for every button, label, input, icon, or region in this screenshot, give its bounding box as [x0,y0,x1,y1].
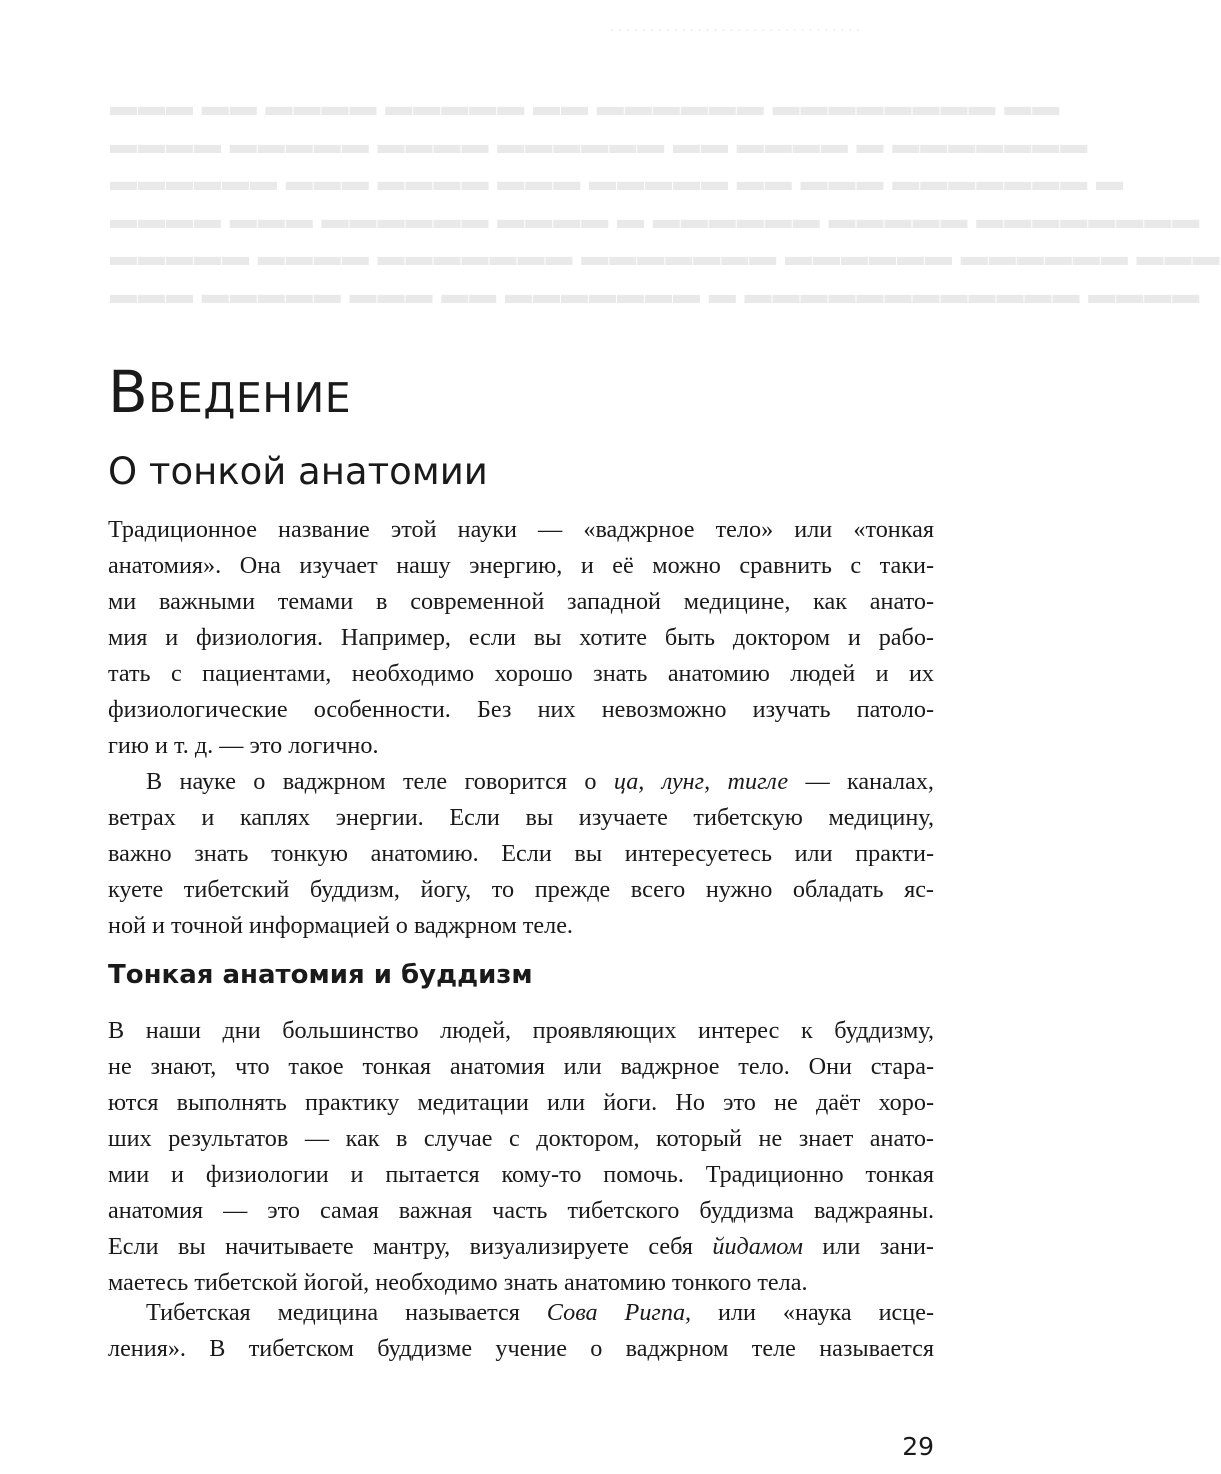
subsection-title: Тонкая анатомия и буддизм [108,960,533,990]
paragraph-line: не знают, что такое тонкая анатомия или ваджрное тело. Они стара- [108,1053,934,1080]
paragraph-line: анатомия — это самая важная часть тибетского буддизма ваджраяны. [108,1197,934,1224]
paragraph-2 [108,764,934,944]
text-run: В науке о ваджрном теле говорится о [146,768,614,795]
chapter-title: Введение [108,358,352,426]
paragraph-line: ми важными темами в современной западной медицине, как анато- [108,588,934,615]
paragraph-line: маетесь тибетской йогой, необходимо знать анатомию тонкого тела. [108,1269,808,1296]
section-title: О тонкой анатомии [108,450,488,493]
bleed-through-header: · · · · · · · · · · · · · · · · · · · · · · · · · · · · · · · · [610,22,861,37]
text-run: Тибетская медицина называется [146,1299,547,1326]
paragraph-line: ной и точной информацией о ваджрном теле. [108,912,573,939]
paragraph-line: куете тибетский буддизм, йогу, то прежде всего нужно обладать яс- [108,876,934,903]
text-run: — каналах, [788,768,934,795]
paragraph-line: анатомия». Она изучает нашу энергию, и её можно сравнить с таки- [108,552,934,579]
paragraph-line [108,764,934,800]
italic-term: ца, лунг, тигле [613,768,789,795]
text-run: или «наука исце- [691,1299,935,1326]
paragraph-line: ших результатов — как в случае с доктором, который не знает анато- [108,1125,934,1152]
paragraph-line: гию и т. д. — это логично. [108,732,379,759]
paragraph-3 [108,1013,934,1301]
paragraph-line [108,1295,934,1331]
paragraph-line: физиологические особенности. Без них невозможно изучать патоло- [108,696,934,723]
italic-term: Сова Ригпа, [546,1299,692,1326]
paragraph-line: ются выполнять практику медитации или йоги. Но это не даёт хоро- [108,1089,934,1116]
text-run: Если вы начитываете мантру, визуализируете себя [108,1233,713,1260]
paragraph-1 [108,512,934,764]
paragraph-line: Традиционное название этой науки — «ваджрное тело» или «тонкая [108,516,934,543]
paragraph-4 [108,1295,934,1367]
paragraph-line [108,1229,934,1265]
paragraph-line: В наши дни большинство людей, проявляющих интерес к буддизму, [108,1017,934,1044]
paragraph-line: важно знать тонкую анатомию. Если вы интересуетесь или практи- [108,840,934,867]
italic-term: йидамом [712,1233,803,1260]
bleed-through-text: ▬▬▬ ▬▬ ▬▬▬▬ ▬▬▬▬▬ ▬▬ ▬▬▬▬▬▬ ▬▬▬▬▬▬▬▬ ▬▬ ▬▬▬▬ ▬▬▬▬▬ ▬▬▬▬ ▬▬▬▬▬▬ ▬▬ ▬▬▬▬ ▬ ▬▬▬▬▬▬▬ ▬▬▬▬▬▬ ▬▬▬ ▬▬▬▬ ▬▬▬ ▬▬▬▬▬ ▬▬ ▬▬▬ ▬▬▬▬▬▬▬ ▬ ▬▬▬▬ ▬▬▬ ▬▬▬▬▬▬ ▬▬▬▬ ▬ ▬▬▬▬▬▬ ▬▬▬▬▬ ▬▬▬▬▬▬▬▬ ▬▬▬▬▬ ▬▬▬▬ ▬▬▬▬▬▬▬ ▬▬▬▬▬▬▬ ▬▬▬▬▬▬ ▬▬▬▬▬▬ ▬▬▬ ▬▬▬ ▬▬▬▬▬ ▬▬▬ ▬▬ ▬▬▬▬▬▬▬ ▬ ▬▬▬▬▬▬▬▬▬▬▬▬ ▬▬▬▬ [110,91,1221,309]
paragraph-line: мия и физиология. Например, если вы хотите быть доктором и рабо- [108,624,934,651]
page-number: 29 [902,1432,934,1461]
paragraph-line: тать с пациентами, необходимо хорошо знать анатомию людей и их [108,660,934,687]
paragraph-line: ления». В тибетском буддизме учение о ваджрном теле называется [108,1335,934,1362]
paragraph-line: мии и физиологии и пытается кому-то помочь. Традиционно тонкая [108,1161,934,1188]
paragraph-line: ветрах и каплях энергии. Если вы изучаете тибетскую медицину, [108,804,934,831]
text-run: или зани- [802,1233,934,1260]
